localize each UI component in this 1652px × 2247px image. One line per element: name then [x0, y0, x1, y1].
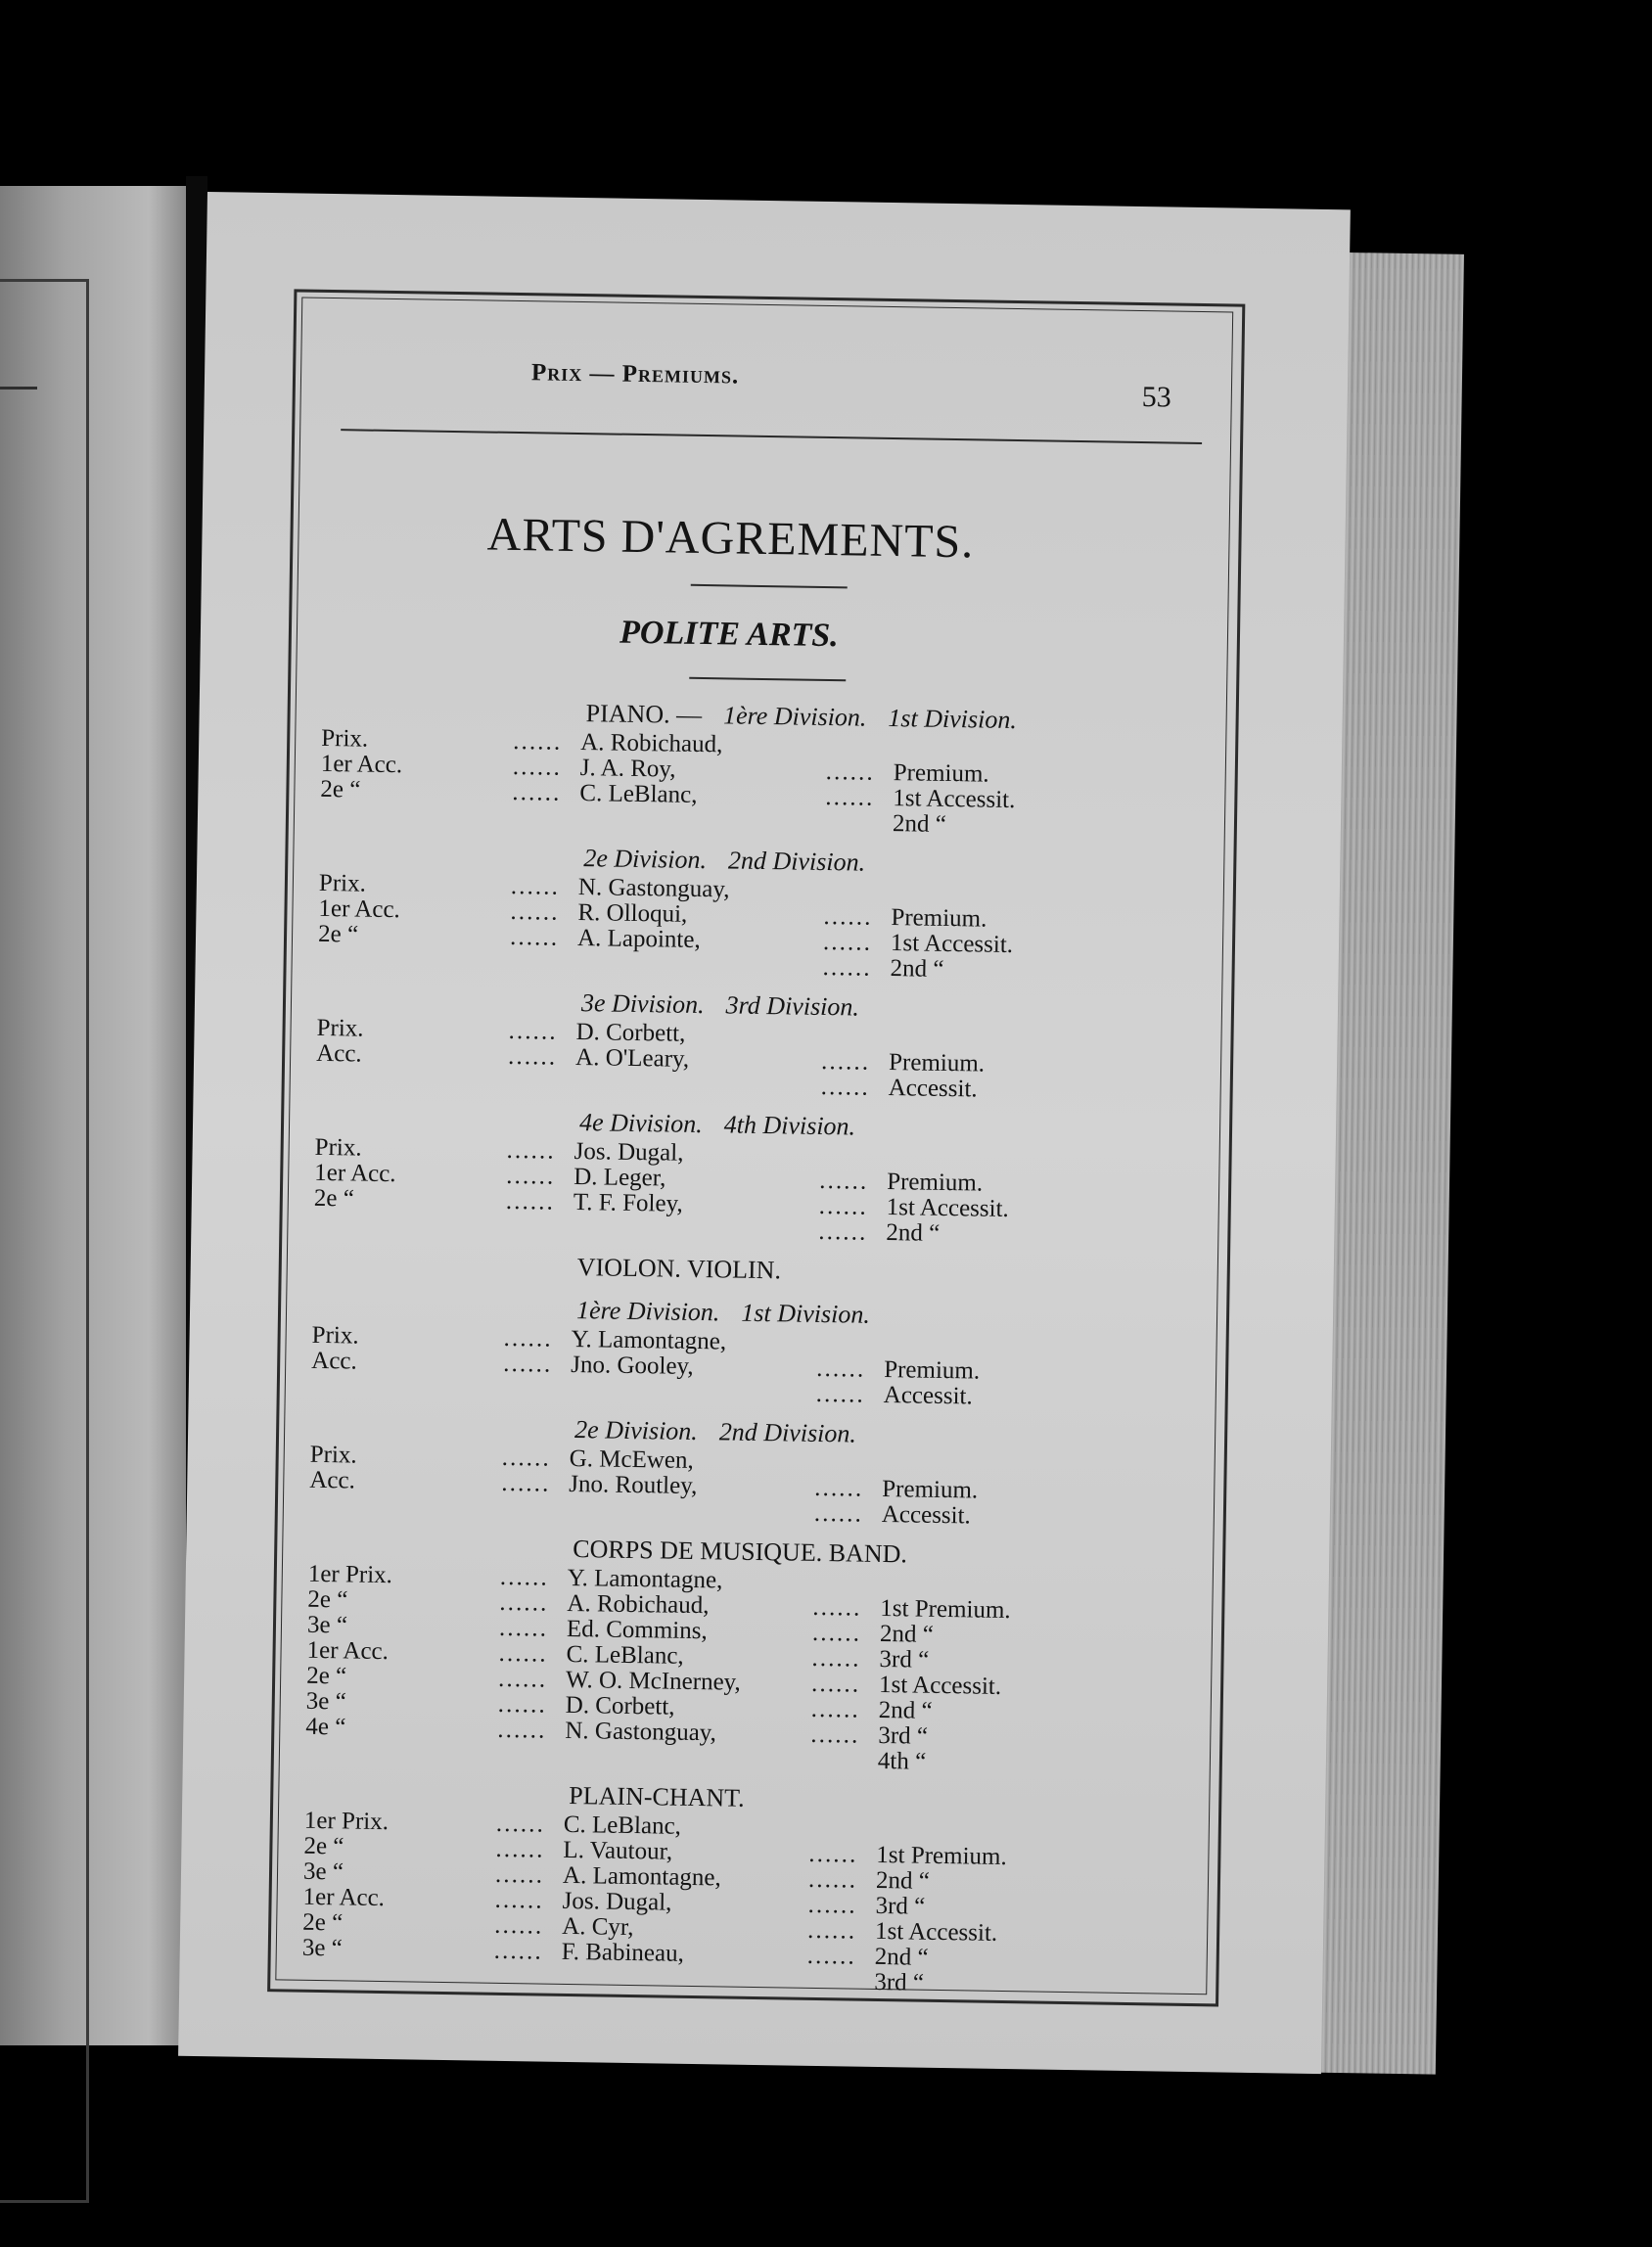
leader-dots: …… — [505, 1136, 555, 1165]
leader-dots: …… — [511, 778, 561, 806]
award-label: Prix. — [311, 1321, 359, 1350]
award-english: Accessit. — [883, 1382, 973, 1410]
section-title: VIOLON. VIOLIN. — [576, 1253, 782, 1285]
leader-dots: …… — [810, 1644, 860, 1673]
leader-dots: …… — [506, 1042, 557, 1071]
award-label: 1er Prix. — [307, 1560, 393, 1589]
section-title: PLAIN-CHANT. — [569, 1781, 745, 1812]
award-english: 2nd “ — [878, 1696, 933, 1724]
leader-dots: …… — [492, 1937, 543, 1965]
student-name: A. Lapointe, — [576, 925, 701, 954]
award-label: Prix. — [316, 1014, 364, 1042]
division-english: 4th Division. — [723, 1110, 856, 1141]
prize-section — [313, 1102, 1196, 1261]
leader-dots: …… — [509, 872, 560, 900]
student-name: D. Corbett, — [565, 1691, 675, 1720]
prize-section — [315, 983, 1198, 1116]
leader-dots: …… — [809, 1670, 860, 1698]
leader-dots: …… — [821, 953, 871, 982]
award-label: 3e “ — [302, 1857, 344, 1886]
prize-section — [320, 693, 1203, 851]
page-subtitle: POLITE ARTS. — [619, 614, 840, 655]
division-english: 1st Division. — [888, 703, 1018, 735]
award-english: 2nd “ — [892, 810, 947, 838]
award-label: Prix. — [318, 869, 367, 897]
leader-dots: …… — [814, 1380, 864, 1408]
award-label: 2e “ — [313, 1184, 355, 1213]
leader-dots: …… — [805, 1916, 856, 1945]
student-name: Y. Lamontagne, — [567, 1564, 723, 1594]
award-label: Acc. — [315, 1039, 362, 1068]
leader-dots: …… — [806, 1891, 856, 1919]
award-label: 2e “ — [320, 775, 361, 803]
leader-dots: …… — [807, 1840, 857, 1868]
award-label: 1er Prix. — [303, 1807, 390, 1836]
division-french: 1ère Division. — [575, 1296, 720, 1327]
award-english: 1st Accessit. — [890, 930, 1014, 959]
leader-dots: …… — [811, 1593, 861, 1622]
prize-section — [310, 1290, 1193, 1423]
leader-dots: …… — [824, 757, 874, 786]
student-name: F. Babineau, — [561, 1938, 685, 1967]
division-french: 1ère Division. — [722, 701, 867, 732]
award-english: Accessit. — [888, 1075, 978, 1103]
award-label: 4e “ — [305, 1713, 346, 1741]
division-english: 3rd Division. — [725, 990, 860, 1022]
award-english: 3rd “ — [878, 1721, 929, 1750]
leader-dots: …… — [512, 727, 562, 756]
student-name: C. LeBlanc, — [563, 1811, 682, 1840]
award-english: 2nd “ — [874, 1943, 929, 1971]
leader-dots: …… — [822, 902, 872, 931]
section-title: CORPS DE MUSIQUE. BAND. — [573, 1535, 908, 1569]
leader-dots: …… — [494, 1835, 544, 1863]
leader-dots: …… — [809, 1695, 859, 1723]
award-english: 2nd “ — [890, 955, 944, 983]
award-english: Accessit. — [881, 1500, 972, 1530]
award-english: Premium. — [888, 1049, 986, 1078]
leader-dots: …… — [821, 928, 872, 956]
student-name: A. Lamontagne, — [562, 1861, 721, 1892]
student-name: N. Gastonguay, — [577, 874, 730, 903]
leader-dots: …… — [806, 1865, 857, 1894]
award-english: 4th “ — [877, 1747, 927, 1775]
student-name: A. Cyr, — [561, 1912, 634, 1942]
student-name: W. O. McInerney, — [565, 1666, 742, 1696]
award-label: 1er Acc. — [320, 750, 403, 779]
award-english: Premium. — [893, 759, 989, 788]
leader-dots: …… — [493, 1886, 543, 1914]
award-label: Prix. — [309, 1441, 357, 1469]
student-name: N. Gastonguay, — [565, 1717, 717, 1747]
division-english: 1st Division. — [741, 1298, 871, 1329]
award-english: 2nd “ — [886, 1219, 941, 1247]
award-label: 3e “ — [306, 1611, 348, 1639]
leader-dots: …… — [817, 1217, 867, 1246]
leader-dots: …… — [504, 1187, 555, 1215]
book-page — [178, 192, 1351, 2074]
leader-dots: …… — [502, 1350, 552, 1378]
leader-dots: …… — [498, 1563, 549, 1591]
award-english: 3rd “ — [875, 1892, 926, 1920]
award-english: 1st Accessit. — [878, 1671, 1002, 1700]
leader-dots: …… — [511, 753, 562, 781]
student-name: A. Robichaud, — [567, 1589, 710, 1620]
leader-dots: …… — [502, 1324, 552, 1353]
student-name: C. LeBlanc, — [566, 1640, 684, 1670]
division-english: 2nd Division. — [727, 846, 866, 877]
student-name: J. A. Roy, — [579, 755, 676, 783]
leader-dots: …… — [805, 1942, 855, 1970]
leader-dots: …… — [496, 1665, 547, 1693]
award-label: 2e “ — [302, 1908, 344, 1937]
page-number: 53 — [1141, 381, 1172, 414]
leader-dots: …… — [812, 1499, 863, 1528]
award-english: 1st Premium. — [880, 1594, 1011, 1625]
student-name: Jos. Dugal, — [562, 1887, 672, 1916]
award-english: 1st Accessit. — [874, 1917, 998, 1947]
award-english: Premium. — [883, 1356, 981, 1385]
leader-dots: …… — [809, 1720, 859, 1749]
award-english: 3rd “ — [874, 1968, 925, 1996]
leader-dots: …… — [493, 1860, 544, 1889]
award-english: 2nd “ — [875, 1866, 931, 1895]
student-name: G. McEwen, — [569, 1444, 694, 1474]
leader-dots: …… — [494, 1810, 545, 1838]
student-name: Jno. Gooley, — [571, 1351, 694, 1380]
student-name: C. LeBlanc, — [579, 780, 698, 808]
award-label: 1er Acc. — [318, 894, 401, 924]
student-name: Y. Lamontagne, — [571, 1325, 727, 1355]
student-name: Jno. Routley, — [569, 1470, 698, 1500]
section-title: PIANO. — — [585, 699, 703, 729]
student-name: D. Corbett, — [575, 1019, 686, 1047]
leader-dots: …… — [500, 1444, 550, 1472]
leader-dots: …… — [819, 1073, 869, 1101]
leader-dots: …… — [496, 1690, 546, 1719]
student-name: D. Leger, — [574, 1164, 666, 1192]
student-name: R. Olloqui, — [577, 899, 688, 928]
leader-dots: …… — [819, 1047, 870, 1076]
award-label: 3e “ — [305, 1687, 346, 1716]
leader-dots: …… — [500, 1469, 550, 1497]
division-french: 3e Division. — [580, 988, 705, 1020]
award-label: 1er Acc. — [314, 1159, 396, 1188]
leader-dots: …… — [505, 1162, 555, 1190]
running-head: Prix — Premiums. — [530, 359, 740, 390]
facing-page-rule — [0, 387, 37, 390]
leader-dots: …… — [493, 1911, 543, 1940]
student-name: Jos. Dugal, — [574, 1138, 684, 1167]
award-english: 3rd “ — [879, 1645, 930, 1674]
award-label: Prix. — [321, 724, 369, 753]
award-english: 1st Accessit. — [893, 785, 1016, 814]
prize-list — [301, 693, 1203, 2010]
award-english: Premium. — [891, 904, 987, 933]
leader-dots: …… — [509, 897, 559, 926]
facing-page — [0, 186, 186, 2045]
award-label: Prix. — [314, 1133, 362, 1162]
award-label: 2e “ — [307, 1585, 348, 1614]
leader-dots: …… — [814, 1354, 865, 1383]
facing-page-frame — [0, 279, 89, 2203]
award-label: 1er Acc. — [306, 1636, 390, 1666]
prize-section — [317, 838, 1200, 996]
prize-section — [305, 1529, 1190, 1789]
student-name: T. F. Foley, — [573, 1189, 683, 1217]
division-french: 4e Division. — [578, 1108, 703, 1139]
division-french: 2e Division. — [583, 844, 708, 875]
award-label: 2e “ — [305, 1662, 347, 1690]
award-english: 1st Premium. — [876, 1841, 1007, 1871]
leader-dots: …… — [810, 1619, 861, 1647]
leader-dots: …… — [497, 1639, 547, 1668]
award-english: Premium. — [882, 1475, 979, 1504]
leader-dots: …… — [496, 1716, 546, 1744]
leader-dots: …… — [507, 1017, 557, 1045]
leader-dots: …… — [497, 1614, 548, 1642]
award-label: 3e “ — [301, 1934, 343, 1962]
page-title: ARTS D'AGREMENTS. — [486, 508, 975, 569]
student-name: Ed. Commins, — [566, 1615, 708, 1645]
leader-dots: …… — [817, 1192, 868, 1220]
prize-section — [309, 1409, 1192, 1542]
division-english: 2nd Division. — [718, 1417, 857, 1448]
division-french: 2e Division. — [574, 1415, 699, 1446]
award-english: 2nd “ — [879, 1620, 935, 1648]
leader-dots: …… — [508, 923, 559, 951]
leader-dots: …… — [498, 1588, 548, 1617]
leader-dots: …… — [824, 783, 874, 811]
award-label: 1er Acc. — [302, 1883, 386, 1912]
award-label: 2e “ — [317, 920, 359, 948]
leader-dots: …… — [813, 1474, 863, 1502]
student-name: L. Vautour, — [563, 1836, 673, 1865]
award-english: Premium. — [886, 1169, 984, 1197]
prize-section — [301, 1775, 1185, 2010]
award-label: 2e “ — [303, 1832, 344, 1860]
student-name: A. Robichaud, — [579, 729, 723, 758]
award-english: 1st Accessit. — [886, 1194, 1009, 1222]
award-label: Acc. — [311, 1347, 357, 1375]
student-name: A. O'Leary, — [574, 1044, 690, 1073]
award-label: Acc. — [309, 1466, 356, 1494]
leader-dots: …… — [817, 1167, 868, 1195]
